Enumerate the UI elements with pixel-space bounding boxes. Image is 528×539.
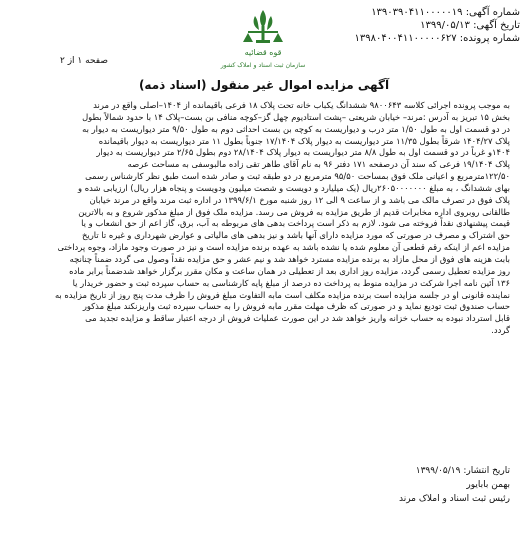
publish-date-row (399, 464, 510, 478)
body-line: مزایده اعم از اینکه رقم قطعی آن معلوم شده یا نشده باشد به عهده برنده مزایده است و نیز در صورت وجود مازاد، وجوه پرداختی (57, 242, 510, 253)
logo-org-text: سازمان ثبت اسناد و املاک کشور (220, 62, 306, 69)
ad-date: ۱۳۹۹/۰۵/۱۳ (420, 20, 470, 31)
body-line: ۱۴۰۴و غرباً در دو قسمت اول به طول ۸/۸ متر دیواریست به دیوار پلاک ۲۸/۱۴۰۴ دوم بطول ۲/۶۵ متر دیواریست به دیوار (96, 147, 510, 158)
file-number-label: شماره پرونده: (459, 33, 520, 44)
ad-date-label: تاریخ آگهی: (473, 20, 520, 31)
body-line: بابت هزینه های فوق از محل مازاد به برنده مزایده مسترد خواهد شد و نیم عشر و حق مزایده نقداً وصول می گردد ضمناً چنانچه (69, 253, 510, 264)
body-line: پلاک ۱۹/۱۴۰۴ فرعی که سند آن درصفحه ۱۷۱ دفتر ۹۶ به نام آقای طاهر تقی زاده مالبوسفی به مساحت عرصه (127, 159, 510, 170)
body-line: قیمت پیشنهادی نقداً فروخته می شود. لازم به ذکر است پرداخت بدهی های مربوطه به آب، برق، گاز اعم از حق انشعاب و یا (81, 218, 510, 229)
publish-date-label: تاریخ انتشار: (463, 466, 510, 476)
body-line: گردد. (491, 325, 510, 336)
body-line: طالقانی روبروی اداره مخابرات قدیم از طریق مزایده به فروش می رسد. مزایده ملک فوق از مبلغ مذکور شروع و به بالاترین (78, 206, 510, 217)
signer-name: بهمن بابایور (466, 480, 510, 490)
body-line: بهای ششدانگ ، به مبلغ ۲۶۰۵۰۰۰۰۰۰۰ریال (یک میلیارد و دویست و شصت میلیون ودویست و پنجاه هزار ریال) ارزیابی شده و (77, 182, 510, 193)
logo-small-text: قوه قضائیه (244, 48, 282, 57)
publish-date: ۱۳۹۹/۰۵/۱۹ (415, 466, 461, 476)
body-line: حق اشتراک و مصرف در صورتی که مورد مزایده دارای آنها باشد و نیز بدهی های مالیاتی و عوارض شهرداری و غیره تا تاریخ (81, 230, 510, 241)
body-line: پلاک ۱۴۰۴/۲۷ شرقاً بطول ۱۱/۳۵ متر دیواریست به دیوار پلاک ۱۷/۱۴۰۴ جنوباً بطول ۱۱ متر دیواریست به دیوار باقیمانده (98, 135, 510, 146)
body-line: روز مزایده تعطیل رسمی گردد، مزایده روز اداری بعد از تعطیلی در همان ساعت و مکان مقرر برگزار خواهد شدضمناً برابر ماده (69, 265, 510, 276)
signer-position: رئیس ثبت اسناد و املاک مرند (398, 494, 510, 504)
judiciary-logo (220, 6, 306, 72)
ad-date-row (310, 19, 520, 32)
file-number: ۱۳۹۸۰۴۰۰۴۱۱۰۰۰۰۰۶۲۷ (354, 33, 457, 44)
ad-number-label: شماره آگهی: (465, 7, 520, 18)
body-line: در دو قسمت اول به طول ۱/۵۰ متر درب و دیواریست به کوچه بن بست احداثی دوم به طول ۹/۵۰ متر دیواریست به دیوار به (82, 123, 510, 134)
body-line: قابل استرداد نبوده به حساب خزانه واریز خواهد شد در این صورت عملیات فروش از درجه اعتبار ساقط و مزایده تجدید می (85, 313, 510, 324)
body-line: حساب صندوق ثبت تودیع نماید و در صورتی که ظرف مهلت مقرر مابه فروش را به حساب سپرده ثبت واریزنکند مبلغ مذکور (82, 301, 510, 312)
ad-number: ۱۳۹۰۳۹۰۴۱۱۰۰۰۰۰۱۹ (371, 7, 463, 18)
page-indicator: صفحه ۱ از ۲ (60, 56, 108, 66)
body-line: بخش ۱۵ تبریز به آدرس :مرند– خیابان شریعتی –پشت استادیوم چهل گز–کوچه منافی بن بست–پلاک ۱۴ با حدود شمالاً بطول (82, 111, 510, 122)
emblem-icon (220, 6, 306, 72)
file-number-row (310, 32, 520, 45)
page-title: آگهی مزایده اموال غیر منقول (اسناد ذمه) (138, 78, 390, 92)
notice-body (18, 100, 510, 337)
ad-number-row (310, 6, 520, 19)
notice-footer (399, 464, 510, 506)
body-line: ۱۳۶ آئین نامه اجرا شرکت در مزایده منوط به پرداخت ده درصد از مبلغ پایه کارشناسی به حساب سپرده ثبت و حضور خریدار یا (72, 277, 510, 288)
body-line: نماینده قانونی او در جلسه مزایده است برنده مزایده مکلف است مابه التفاوت مبلغ فروش را ظرف مدت پنج روز از تاریخ مزایده به (54, 289, 510, 300)
body-line: ۱۲۲/۵۰مترمربع و اعیانی ملک فوق بمساحت ۹۵/۵۰ مترمربع در دو طبقه ثبت و صادر شده است طبق نظر کارشناس رسمی (85, 171, 510, 182)
body-line: به موجب پرونده اجرائی کلاسه ۹۸۰۰۶۴۳ ششدانگ یکباب خانه تحت پلاک ۱۸ فرعی باقیمانده از ۱۴۰۴–اصلی واقع در مرند (93, 100, 510, 110)
ad-meta (310, 6, 520, 45)
body-line: پلاک فوق در تصرف مالک می باشد و از ساعت ۹ الی ۱۲ روز شنبه مورخ ۱۳۹۹/۶/۱ در اداره ثبت مرند واقع در مرند خیابان (89, 194, 510, 205)
